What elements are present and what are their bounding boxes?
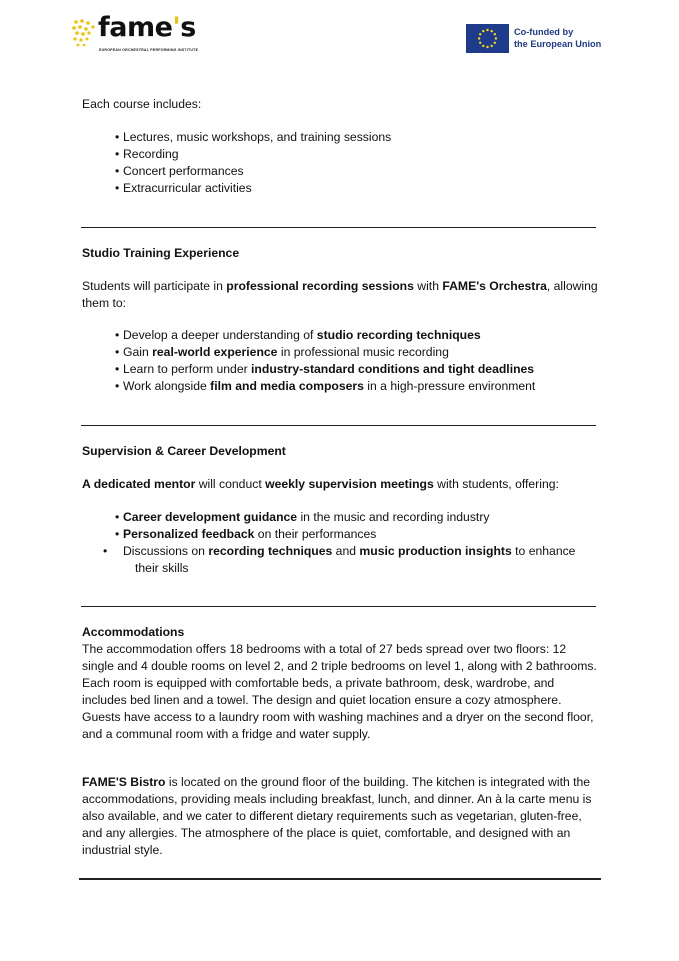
list-item: • Discussions on recording techniques and music production insights to enhance their skills (115, 543, 600, 577)
list-item: • Extracurricular activities (115, 180, 600, 197)
list-item: • Recording (115, 146, 600, 163)
list-item: • Personalized feedback on their performances (115, 526, 600, 543)
eu-line-1: Co-funded by (514, 27, 574, 37)
accommodations-paragraph: The accommodation offers 18 bedrooms with a total of 27 beds spread over two floors: 12 single and 4 double rooms on level 2, and 2 triple bedrooms on level 1, along with 2 bathrooms. Each room is equipped with comfortable beds, a private bathroom, desk, wardrobe, and includes bed linen and a towel. The design and quiet location ensure a cozy atmosphere. Guests have access to a laundry room with washing machines and a dryer on the second floor, and a communal room with a fridge and water supply. (82, 642, 597, 741)
accommodations-heading: Accommodations (82, 625, 185, 639)
studio-heading: Studio Training Experience (82, 246, 240, 260)
logo-sunburst-icon (72, 18, 100, 48)
fames-logo (72, 12, 212, 58)
logo-wordmark: fame's (98, 12, 196, 43)
list-item: • Concert performances (115, 163, 600, 180)
eu-flag-icon (466, 24, 509, 53)
logo-subtitle: EUROPEAN ORCHESTRAL PERFORMING INSTITUTE (99, 48, 199, 52)
section-divider (81, 606, 596, 607)
supervision-list (115, 509, 600, 577)
studio-paragraph: Students will participate in professional recording sessions with FAME's Orchestra, allowing them to: (82, 279, 598, 310)
list-item: • Learn to perform under industry-standard conditions and tight deadlines (115, 361, 600, 378)
supervision-heading: Supervision & Career Development (82, 444, 286, 458)
list-item: • Develop a deeper understanding of studio recording techniques (115, 327, 600, 344)
course-intro: Each course includes: (82, 97, 202, 111)
eu-line-2: the European Union (514, 39, 602, 49)
eu-cofunded-text (514, 26, 601, 50)
course-includes-list (115, 129, 600, 197)
supervision-paragraph: A dedicated mentor will conduct weekly supervision meetings with students, offering: (82, 477, 559, 491)
bistro-paragraph: FAME'S Bistro is located on the ground floor of the building. The kitchen is integrated with the accommodations, providing meals including breakfast, lunch, and dinner. An à la carte menu is also available, and we cater to different dietary requirements such as vegetarian, gluten-free, and any allergies. The atmosphere of the place is quiet, comfortable, and designed with an industrial style. (82, 775, 592, 857)
eu-cofunded-badge (466, 24, 606, 54)
section-divider (81, 227, 596, 228)
list-item: • Work alongside film and media composers in a high-pressure environment (115, 378, 600, 395)
studio-list (115, 327, 600, 395)
section-divider (81, 425, 596, 426)
list-item: • Lectures, music workshops, and training sessions (115, 129, 600, 146)
list-item: • Gain real-world experience in professional music recording (115, 344, 600, 361)
list-item: • Career development guidance in the music and recording industry (115, 509, 600, 526)
page-bottom-rule (79, 878, 601, 880)
